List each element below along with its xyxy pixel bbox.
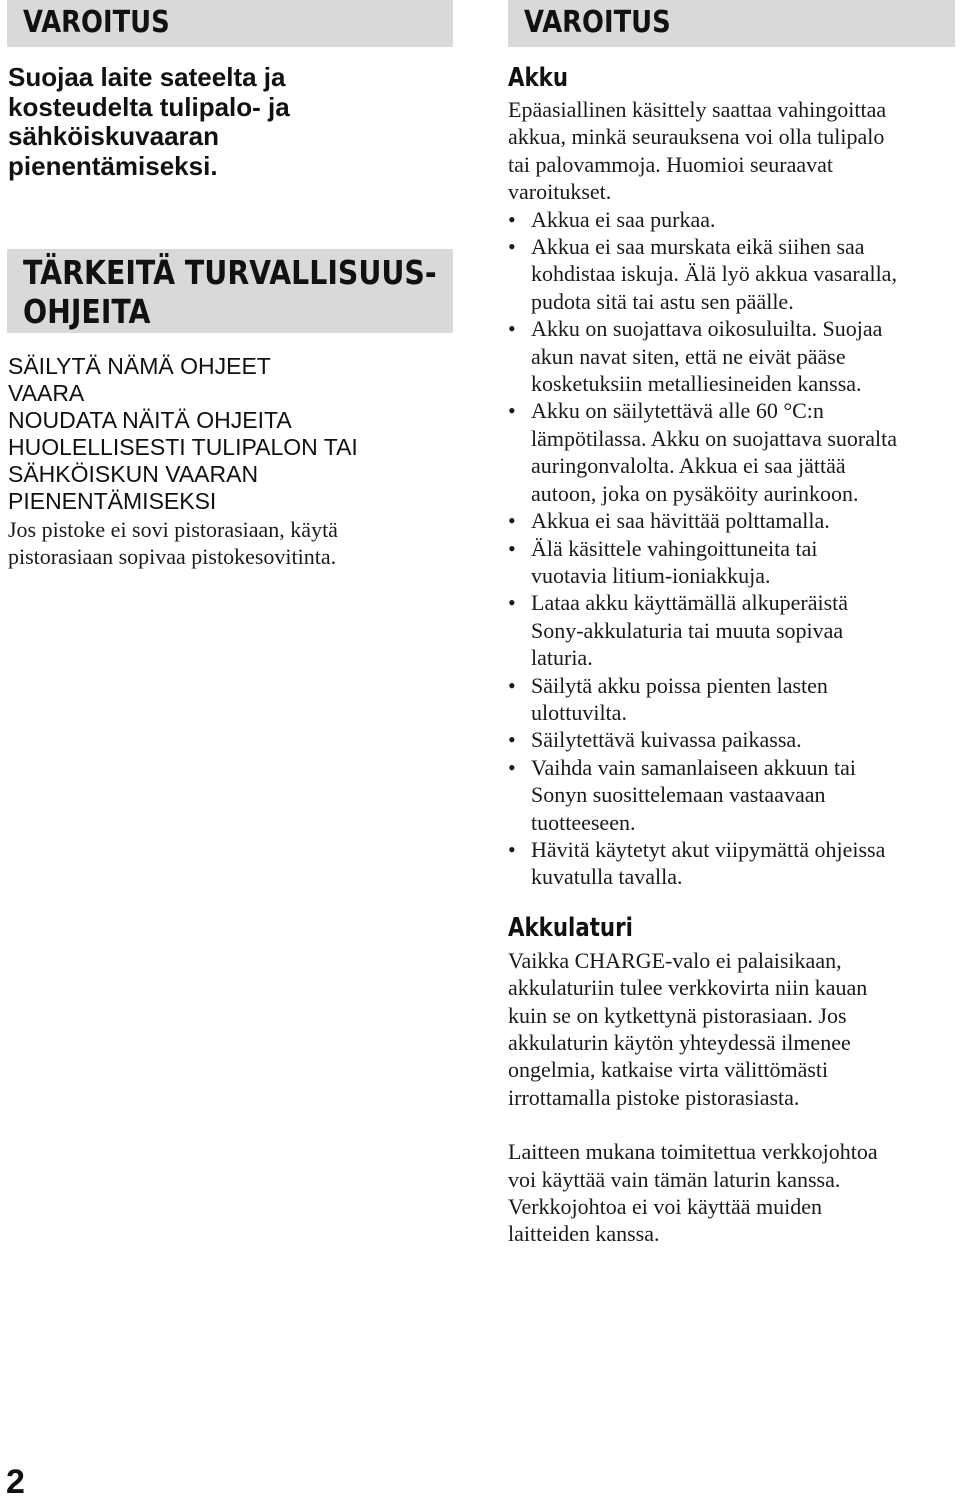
bullet-line: pudota sitä tai astu sen päälle. <box>531 288 794 314</box>
paragraph-line: Epäasiallinen käsittely saattaa vahingoittaa <box>508 97 887 122</box>
bullet-line: • Säilytä akku poissa pienten lasten <box>531 672 828 698</box>
paragraph-line: pistorasiaan sopivaa pistokesovitinta. <box>8 544 337 570</box>
battery-warning-item <box>508 535 955 590</box>
battery-warning-item <box>508 233 955 315</box>
warning-heading-left: VAROITUS <box>7 0 453 47</box>
bullet-line: auringonvalolta. Akkua ei saa jättää <box>531 453 846 479</box>
bullet-line: ulottuvilta. <box>531 699 627 725</box>
lead-warning-text <box>8 63 453 181</box>
plug-adapter-paragraph <box>8 516 453 571</box>
bullet-line: • Akku on suojattava oikosuluilta. Suojaa <box>531 316 883 342</box>
paragraph-line: ongelmia, katkaise virta välittömästi <box>508 1057 829 1083</box>
battery-warning-item <box>508 507 955 534</box>
paragraph-line: tai palovammoja. Huomioi seuraavat <box>508 151 834 177</box>
right-column <box>508 0 955 1248</box>
battery-warning-item <box>508 754 955 836</box>
bullet-line: • Vaihda vain samanlaiseen akkuun tai <box>531 754 857 780</box>
lead-line: sähköiskuvaaran <box>8 121 220 151</box>
lead-line: Suojaa laite sateelta ja <box>8 62 286 92</box>
paragraph-line: akkulaturiin tulee verkkovirta niin kauan <box>508 975 868 1001</box>
warning-heading-right: VAROITUS <box>508 0 955 47</box>
paragraph-line: irrottamalla pistoke pistorasiasta. <box>508 1084 800 1110</box>
battery-warning-item <box>508 589 955 671</box>
paragraph-line: Jos pistoke ei sovi pistorasiaan, käytä <box>8 517 338 542</box>
charger-paragraph-2 <box>508 1138 955 1248</box>
caps-line: HUOLELLISESTI TULIPALON TAI <box>8 434 358 460</box>
caps-line: NOUDATA NÄITÄ OHJEITA <box>8 407 292 433</box>
paragraph-line: varoitukset. <box>508 179 612 205</box>
bullet-line: autoon, joka on pysäköity aurinkoon. <box>531 480 859 506</box>
bullet-line: lämpötilassa. Akku on suojattava suoralta <box>531 425 897 451</box>
caps-line: SÄILYTÄ NÄMÄ OHJEET <box>8 353 271 379</box>
heading-line: OHJEITA <box>23 292 151 331</box>
paragraph-line: akkulaturin käytön yhteydessä ilmenee <box>508 1030 851 1055</box>
bullet-line: • Akkua ei saa hävittää polttamalla. <box>531 508 830 534</box>
battery-heading: Akku <box>508 63 569 93</box>
bullet-line: • Akkua ei saa purkaa. <box>531 206 716 232</box>
paragraph-line: Vaikka CHARGE-valo ei palaisikaan, <box>508 947 842 973</box>
battery-warning-item <box>508 206 955 233</box>
bullet-line: • Säilytettävä kuivassa paikassa. <box>531 727 802 753</box>
bullet-line: Sony-akkulaturia tai muuta sopivaa <box>531 617 844 643</box>
paragraph-line: laitteiden kanssa. <box>508 1221 660 1247</box>
bullet-line: laturia. <box>531 645 593 671</box>
bullet-line: • Akku on säilytettävä alle 60 °C:n <box>531 398 824 424</box>
paragraph-line: Verkkojohtoa ei voi käyttää muiden <box>508 1194 823 1220</box>
safety-instructions-heading <box>7 249 453 333</box>
caps-line: PIENENTÄMISEKSI <box>8 488 217 514</box>
battery-warning-list <box>508 206 955 891</box>
paragraph-line: Laitteen mukana toimitettua verkkojohtoa <box>508 1139 878 1165</box>
battery-warning-item <box>508 726 955 753</box>
bullet-line: • Akkua ei saa murskata eikä siihen saa <box>531 234 865 260</box>
paragraph-line: akkua, minkä seurauksena voi olla tulipalo <box>508 124 885 150</box>
bullet-line: kosketuksiin metalliesineiden kanssa. <box>531 371 862 397</box>
battery-warning-item <box>508 672 955 727</box>
charger-heading: Akkulaturi <box>508 912 633 943</box>
charger-paragraph-1 <box>508 947 955 1111</box>
battery-intro-paragraph <box>508 96 955 206</box>
bullet-line: • Hävitä käytetyt akut viipymättä ohjeissa <box>531 836 886 862</box>
bullet-line: kohdistaa iskuja. Älä lyö akkua vasaralla, <box>531 261 897 287</box>
paragraph-line: voi käyttää vain tämän laturin kanssa. <box>508 1166 841 1192</box>
caps-notice <box>8 353 453 515</box>
bullet-line: • Lataa akku käyttämällä alkuperäistä <box>531 590 849 616</box>
bullet-line: Sonyn suosittelemaan vastaavaan <box>531 782 826 808</box>
lead-line: pienentämiseksi. <box>8 150 218 181</box>
bullet-line: • Älä käsittele vahingoittuneita tai <box>531 535 818 561</box>
lead-line: kosteudelta tulipalo- ja <box>8 91 290 122</box>
page-number: 2 <box>6 1463 25 1501</box>
battery-warning-item <box>508 397 955 507</box>
caps-line: VAARA <box>8 380 85 406</box>
paragraph-line: kuin se on kytkettynä pistorasiaan. Jos <box>508 1002 847 1028</box>
left-column <box>7 0 453 571</box>
battery-warning-item <box>508 836 955 891</box>
bullet-line: tuotteeseen. <box>531 809 636 835</box>
battery-warning-item <box>508 315 955 397</box>
caps-line: SÄHKÖISKUN VAARAN <box>8 461 259 487</box>
heading-line: TÄRKEITÄ TURVALLISUUS- <box>23 253 437 292</box>
bullet-line: kuvatulla tavalla. <box>531 864 683 890</box>
bullet-line: akun navat siten, että ne eivät pääse <box>531 343 846 369</box>
bullet-line: vuotavia litium-ioniakkuja. <box>531 562 771 588</box>
